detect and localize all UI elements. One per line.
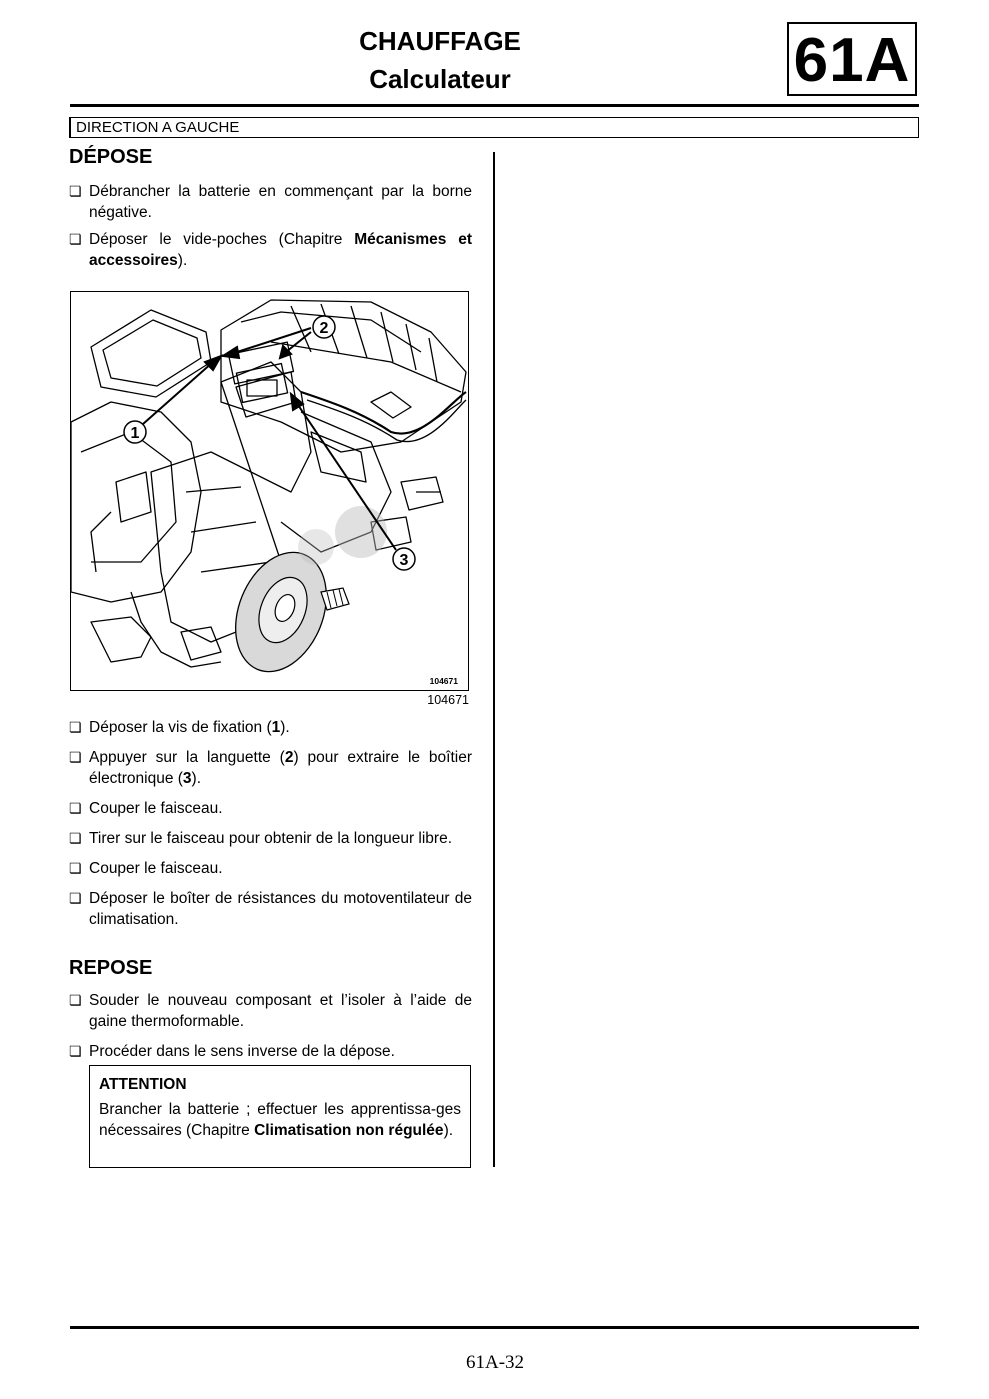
- attention-title: ATTENTION: [99, 1076, 187, 1093]
- chapter-badge: 61A: [787, 22, 917, 96]
- checkbox-bullet-icon: ❏: [69, 860, 82, 876]
- depose-steps-a: [69, 181, 472, 271]
- checkbox-bullet-icon: ❏: [69, 992, 82, 1008]
- step-item: [69, 717, 472, 738]
- svg-text:3: 3: [399, 552, 409, 569]
- heater-unit-figure: [70, 291, 469, 691]
- text: Procéder dans le sens inverse de la dépose.: [89, 1043, 395, 1060]
- page-subtitle: Calculateur: [369, 64, 511, 94]
- bold-text: 2: [284, 749, 294, 766]
- page-number: 61A-32: [465, 1352, 525, 1373]
- depose-heading: DÉPOSE: [69, 146, 153, 168]
- page-title: CHAUFFAGE: [359, 26, 521, 56]
- checkbox-bullet-icon: ❏: [69, 830, 82, 846]
- text: Déposer le vide-poches (Chapitre: [89, 231, 355, 248]
- text: Déposer le boîter de résistances du motoventilateur de climatisation.: [89, 890, 472, 928]
- step-item: [69, 229, 472, 271]
- footer-rule: [70, 1326, 919, 1329]
- repose-heading: REPOSE: [69, 957, 153, 979]
- figure-inner-code: 104671: [429, 676, 458, 686]
- text: ).: [280, 719, 290, 736]
- step-item: [69, 888, 472, 930]
- text: ).: [191, 770, 202, 787]
- heater-unit-drawing: [71, 292, 467, 689]
- step-item: [69, 798, 472, 819]
- step-item: [69, 858, 472, 879]
- bold-text: 3: [182, 770, 192, 787]
- bold-text: 1: [271, 719, 281, 736]
- checkbox-bullet-icon: ❏: [69, 1043, 82, 1059]
- text: ) pour extraire le boîtier électronique (: [89, 749, 472, 787]
- svg-text:1: 1: [130, 425, 140, 442]
- bold-text: Mécanismes et accessoires: [89, 231, 473, 269]
- column-divider: [493, 152, 495, 1167]
- step-item: [69, 181, 472, 223]
- text: Débrancher la batterie en commençant par la borne négative.: [89, 183, 472, 221]
- text: Tirer sur le faisceau pour obtenir de la longueur libre.: [89, 830, 453, 847]
- text: ).: [177, 252, 188, 269]
- direction-label: DIRECTION A GAUCHE: [69, 117, 919, 138]
- callout-1: [124, 421, 146, 443]
- blower-wheel-drawing: [219, 539, 349, 685]
- step-item: [69, 990, 472, 1032]
- step-item: [69, 828, 472, 849]
- text: Brancher la batterie ; effectuer les apprentissa-ges nécessaires (Chapitre: [99, 1101, 461, 1139]
- attention-box: [89, 1065, 471, 1168]
- checkbox-bullet-icon: ❏: [69, 719, 82, 735]
- depose-steps-b: [69, 717, 472, 930]
- checkbox-bullet-icon: ❏: [69, 800, 82, 816]
- text: Couper le faisceau.: [89, 800, 223, 817]
- text: Souder le nouveau composant et l’isoler à l’aide de gaine thermoformable.: [89, 992, 472, 1030]
- text: Appuyer sur la languette (: [89, 749, 285, 766]
- header-rule: [70, 104, 919, 107]
- checkbox-bullet-icon: ❏: [69, 183, 82, 199]
- step-item: [69, 747, 472, 789]
- text: Couper le faisceau.: [89, 860, 223, 877]
- checkbox-bullet-icon: ❏: [69, 749, 82, 765]
- svg-text:2: 2: [319, 320, 329, 337]
- figure-caption: 104671: [427, 693, 469, 707]
- attention-body: [99, 1099, 461, 1141]
- callout-3: [393, 548, 415, 570]
- callout-2: [313, 316, 335, 338]
- bold-text: Climatisation non régulée: [254, 1122, 444, 1139]
- checkbox-bullet-icon: ❏: [69, 890, 82, 906]
- repose-steps: [69, 990, 472, 1062]
- text: ).: [443, 1122, 454, 1139]
- text: Déposer la vis de fixation (: [89, 719, 272, 736]
- checkbox-bullet-icon: ❏: [69, 231, 82, 247]
- step-item: [69, 1041, 472, 1062]
